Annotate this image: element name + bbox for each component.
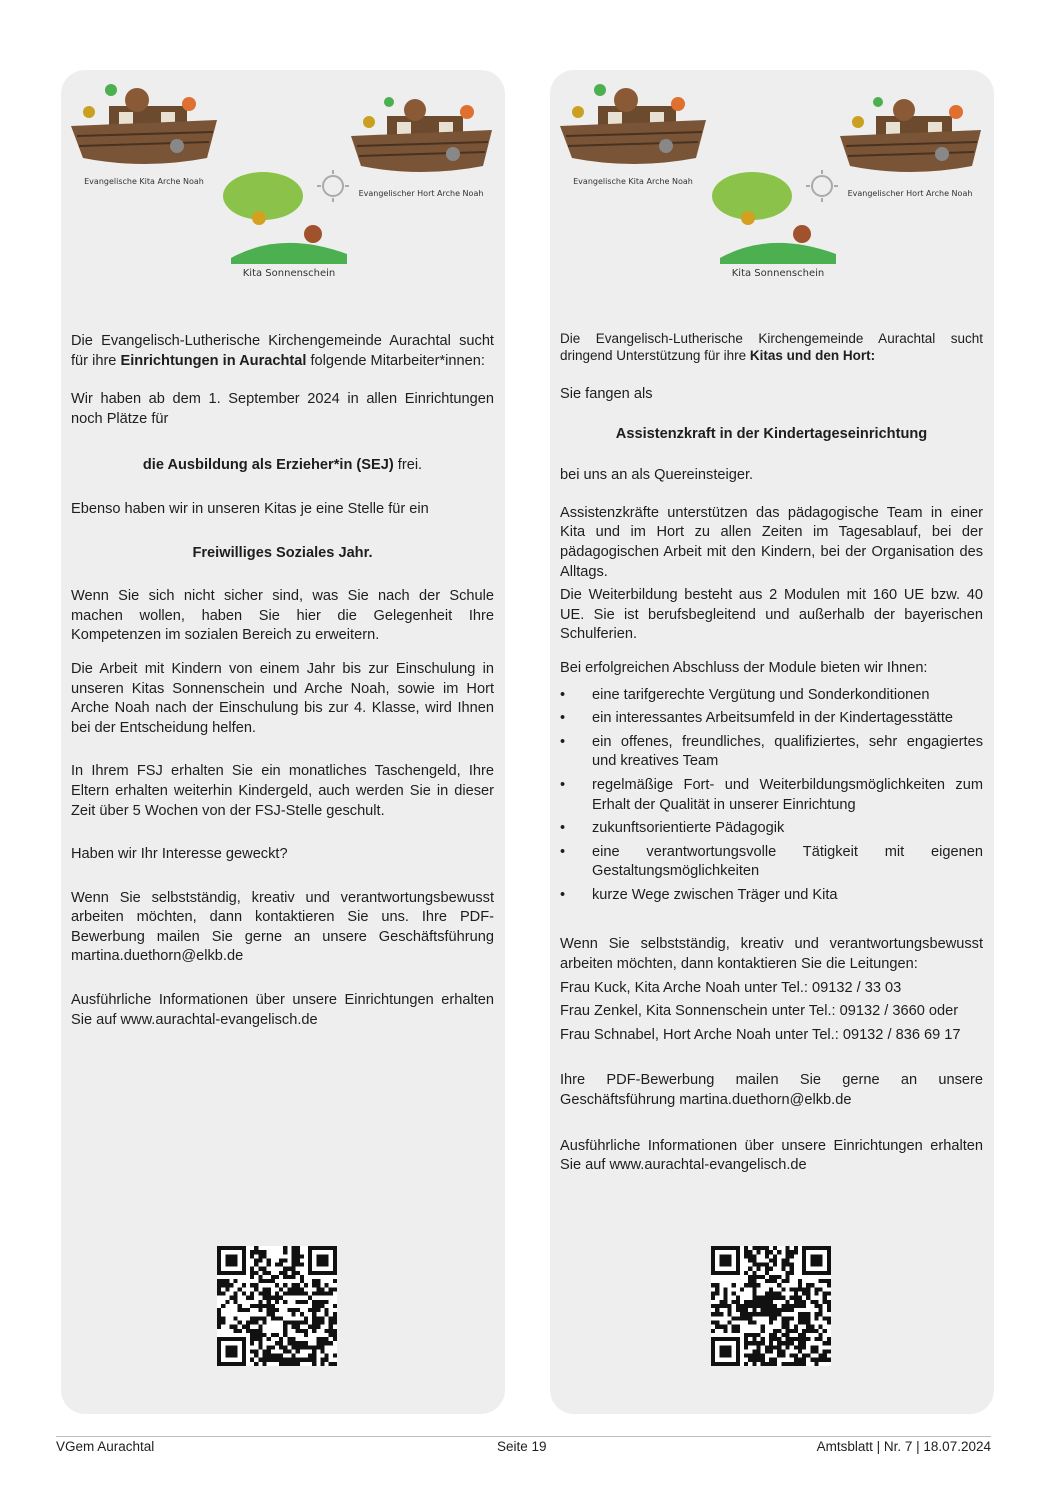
hort-arche-noah-caption: Evangelischer Hort Arche Noah	[847, 189, 973, 198]
left-ad-text	[71, 332, 494, 1030]
kita-arche-noah-caption: Evangelische Kita Arche Noah	[84, 177, 204, 186]
qr-code[interactable]	[711, 1246, 831, 1366]
list-item: • eine verantwortungsvolle Tätigkeit mit eigenen Gestaltungsmöglichkeiten	[560, 843, 983, 882]
kita-arche-noah-logo	[69, 78, 219, 190]
role-heading: Assistenzkraft in der Kindertageseinrichtung	[615, 425, 928, 442]
unsure-paragraph: Wenn Sie sich nicht sicher sind, was Sie nach der Schule machen wollen, haben Sie hier die Gelegenheit Ihre Kompetenzen im sozialen Bereich zu erweitern.	[71, 588, 494, 644]
left-contact-paragraph: Wenn Sie selbstständig, kreativ und verantwortungsbewusst arbeiten möchten, dann kontaktieren Sie uns. Ihre PDF-Bewerbung mailen Sie gerne an unsere Geschäftsführung martina.duethorn@elkb.de	[71, 889, 494, 965]
training-paragraph: Die Weiterbildung besteht aus 2 Modulen mit 160 UE bzw. 40 UE. Sie ist berufsbegleitend und außerhalb der bayerischen Schulferien.	[560, 587, 983, 643]
list-item: • ein offenes, freundliches, qualifiziertes, sehr engagiertes und kreatives Team	[560, 733, 983, 772]
page-footer	[56, 1436, 991, 1457]
job-ad-panel-training	[61, 70, 505, 1414]
hort-arche-noah-caption: Evangelischer Hort Arche Noah	[358, 189, 484, 198]
contact-line: Frau Schnabel, Hort Arche Noah unter Tel.: 09132 / 836 69 17	[560, 1026, 961, 1043]
kita-sonnenschein-logo	[221, 168, 361, 280]
list-item: • regelmäßige Fort- und Weiterbildungsmöglichkeiten zum Erhalt der Qualität in unserer Einrichtung	[560, 776, 983, 815]
start-paragraph: Sie fangen als	[560, 386, 653, 402]
fsj-benefits-paragraph: In Ihrem FSJ erhalten Sie ein monatliches Taschengeld, Ihre Eltern erhalten weiterhin Kindergeld, auch werden Sie in dieser Zeit über 5 Wochen von der FSJ-Stelle geschult.	[71, 763, 494, 819]
left-intro: Die Evangelisch-Lutherische Kirchengemeinde Aurachtal sucht für ihre Einrichtungen in Aurachtal folgende Mitarbeiter*innen:	[71, 333, 494, 369]
left-info-paragraph: Ausführliche Informationen über unsere Einrichtungen erhalten Sie auf www.aurachtal-evangelisch.de	[71, 992, 494, 1028]
benefits-list	[560, 686, 983, 906]
right-contact-paragraph: Wenn Sie selbstständig, kreativ und verantwortungsbewusst arbeiten möchten, dann kontaktieren Sie die Leitungen:	[560, 936, 983, 973]
list-item: • kurze Wege zwischen Träger und Kita	[560, 886, 983, 906]
kita-arche-noah-caption: Evangelische Kita Arche Noah	[573, 177, 693, 186]
work-paragraph: Die Arbeit mit Kindern von einem Jahr bis zur Einschulung in unseren Kitas Sonnenschein und Arche Noah, sowie im Hort Arche Noah nach der Einschulung bis zur 4. Klasse, wird Ihnen bei der Entscheidung helfen.	[71, 660, 494, 736]
right-intro: Die Evangelisch-Lutherische Kirchengemeinde Aurachtal sucht dringend Unterstützung für ihre Kitas und den Hort:	[560, 331, 983, 363]
offer-paragraph: Bei erfolgreichen Abschluss der Module bieten wir Ihnen:	[560, 659, 928, 676]
kita-arche-noah-logo	[558, 78, 708, 190]
kita-sonnenschein-logo	[710, 168, 850, 280]
fsj-intro: Ebenso haben wir in unseren Kitas je eine Stelle für ein	[71, 500, 429, 517]
hort-arche-noah-logo	[838, 92, 983, 202]
training-heading: die Ausbildung als Erzieher*in (SEJ) frei.	[142, 457, 423, 474]
hort-arche-noah-logo	[349, 92, 494, 202]
right-info-paragraph: Ausführliche Informationen über unsere Einrichtungen erhalten Sie auf www.aurachtal-evangelisch.de	[560, 1137, 983, 1174]
job-ad-panel-assistant	[550, 70, 994, 1414]
footer-publisher: VGem Aurachtal	[56, 1439, 155, 1454]
contact-line: Frau Kuck, Kita Arche Noah unter Tel.: 09132 / 33 03	[560, 979, 902, 996]
fsj-heading: Freiwilliges Soziales Jahr.	[192, 544, 373, 561]
page-number: Seite 19	[497, 1439, 547, 1454]
list-item: • ein interessantes Arbeitsumfeld in der Kindertagesstätte	[560, 709, 983, 729]
interest-question: Haben wir Ihr Interesse geweckt?	[71, 846, 288, 863]
left-places-paragraph: Wir haben ab dem 1. September 2024 in allen Einrichtungen noch Plätze für	[71, 391, 494, 427]
qr-code[interactable]	[217, 1246, 337, 1366]
assist-paragraph: Assistenzkräfte unterstützen das pädagogische Team in einer Kita und im Hort zu allen Zeiten im Tagesablauf, bei der pädagogischen Arbeit mit den Kindern, bei der Organisation des Alltags.	[560, 504, 983, 580]
entry-paragraph: bei uns an als Quereinsteiger.	[560, 467, 754, 484]
list-item: • zukunftsorientierte Pädagogik	[560, 819, 983, 839]
kita-sonnenschein-caption: Kita Sonnenschein	[731, 268, 825, 279]
footer-issue: Amtsblatt | Nr. 7 | 18.07.2024	[816, 1439, 991, 1454]
right-ad-text	[560, 330, 983, 1176]
list-item: • eine tarifgerechte Vergütung und Sonderkonditionen	[560, 686, 983, 706]
apply-paragraph: Ihre PDF-Bewerbung mailen Sie gerne an unsere Geschäftsführung martina.duethorn@elkb.de	[560, 1072, 983, 1109]
contact-line: Frau Zenkel, Kita Sonnenschein unter Tel.: 09132 / 3660 oder	[560, 1003, 959, 1020]
kita-sonnenschein-caption: Kita Sonnenschein	[242, 268, 336, 279]
